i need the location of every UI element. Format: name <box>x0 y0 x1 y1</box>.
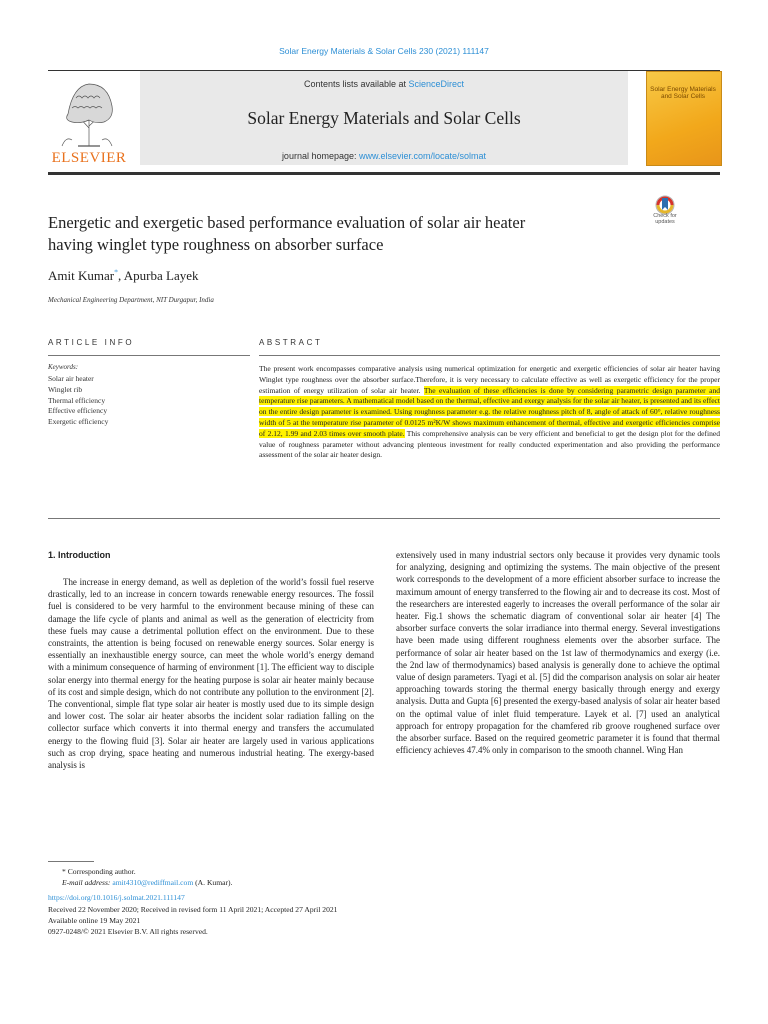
email-suffix: (A. Kumar). <box>193 878 233 888</box>
sciencedirect-link[interactable]: ScienceDirect <box>408 79 465 89</box>
introduction-paragraph: The increase in energy demand, as well as depletion of the world’s fossil fuel reserve drastically, led to an increase in concern towards renewable energy resources. The fossil fuel is considered to be very harmful to the environment because mining of these can damage the life cycle of plants and animal as well as the generation of electricity from these fuels may cause a detrimental pollution effect on the environment. Due to these constraints, the attention is being focused on renewable energy sources. Solar energy is essentially an inexhaustible energy source, can meet the whole world’s energy demand with a minimum consequence of harming of environment [1]. The efficient way to disciple solar energy into thermal energy for the heating purpose is solar air heater mainly because of its cost and simple design, which do not contribute any pollution to the environment [2]. The conventional, simple flat type solar air heater is mostly used due to its simple design and lower cost. The solar air heater absorbs the incident solar radiation falling on the collector surface which converts it into thermal energy and transfers the accumulated energy to the flowing fluid [3]. Solar air heater are largely used in various applications such as crop drying, space heating and numerous industrial heating. The exergy-based analysis is <box>48 577 374 771</box>
body-column-right <box>396 549 720 756</box>
article-title-line-2: having winglet type roughness on absorber surface <box>48 235 384 254</box>
body-column-left <box>48 576 374 771</box>
keyword-item: Winglet rib <box>48 384 83 394</box>
email-note <box>48 877 337 888</box>
abstract-bottom-rule <box>48 518 720 519</box>
footnote-mark: * <box>62 867 66 876</box>
check-for-updates-line-2: updates <box>655 219 675 225</box>
journal-citation[interactable]: Solar Energy Materials & Solar Cells 230 (2021) 111147 <box>279 46 489 56</box>
check-for-updates-label[interactable] <box>646 213 684 225</box>
section-heading-introduction: 1. Introduction <box>48 550 111 560</box>
article-info-rule <box>48 355 250 356</box>
publisher-name: ELSEVIER <box>51 150 127 166</box>
keyword-item: Exergetic efficiency <box>48 417 109 427</box>
doi-link[interactable]: https://doi.org/10.1016/j.solmat.2021.111147 <box>48 893 185 903</box>
copyright-notice: 0927-0248/© 2021 Elsevier B.V. All rights reserved. <box>48 927 208 937</box>
email-link[interactable]: amit4310@rediffmail.com <box>112 878 194 888</box>
abstract-body <box>259 364 720 461</box>
abstract-rule <box>259 355 720 356</box>
email-label: E-mail address: <box>62 878 111 888</box>
article-title-line-1: Energetic and exergetic based performance evaluation of solar air heater <box>48 213 526 232</box>
author-name[interactable]: Amit Kumar <box>48 268 115 283</box>
introduction-paragraph-continued: extensively used in many industrial sectors only because it provides very dynamic tools for analyzing, designing and optimizing the systems. The main objective of the present work corresponds to the development of a more efficient absorber surface to increase the maximum amount of energy transferred to the flowing air and to decrease its cost. Most of the researchers are interested eagerly to increases the overall performance of the solar air heater. Fig.1 shows the schematic diagram of conventional solar air heater [4] The absorber surface converts the solar irradiance into thermal energy. Several investigations have been made using different roughness elements over the absorber surface. The performance of solar air heater based on the 1st law of thermodynamics and exergy (i.e. the 2nd law of thermodynamics) based analysis is generally done to achieve the optimal value of design parameters. Tyagi et al. [5] did the comparison analysis on solar air heater approaching towards storing the thermal energy basically through energy and exergy analysis. Dutta and Gupta [6] presented the exergy-based analysis of solar air heater based on the optimal value of inlet fluid temperature. Layek et al. [7] used an analytical approach for entropy propagation for the chamfered rib groove roughened surface over the absorber surface. Based on the required geometric parameter it is found that thermal efficiency achieves 47.4% only in comparison to the smooth channel. Wing Han <box>396 550 720 756</box>
journal-cover-title: Solar Energy Materials and Solar Cells <box>650 86 716 100</box>
keyword-item: Thermal efficiency <box>48 395 106 405</box>
article-info-heading: ARTICLE INFO <box>48 338 135 347</box>
contents-prefix: Contents lists available at <box>303 79 409 89</box>
journal-homepage <box>140 151 628 161</box>
author-separator: , <box>117 268 124 283</box>
author-name[interactable]: Apurba Layek <box>123 268 199 283</box>
received-dates: Received 22 November 2020; Received in revised form 11 April 2021; Accepted 27 April 2021 <box>48 904 338 914</box>
header-bottom-rule <box>48 172 720 175</box>
journal-title: Solar Energy Materials and Solar Cells <box>247 108 521 128</box>
journal-homepage-link[interactable]: www.elsevier.com/locate/solmat <box>359 151 487 161</box>
contents-availability <box>140 79 628 89</box>
abstract-text-part-2: This comprehensive analysis can be very efficient and beneficial to get the design plot for the defined value of roughness parameter without advancing plenteous investment for really conducted experimentation and also providing the performance assessment of the solar air heater design. <box>259 428 720 460</box>
abstract-heading: ABSTRACT <box>259 338 323 347</box>
abstract-text-part-1: The present work encompasses comparative analysis using numerical optimization for energetic and exergetic efficiencies of solar air heater having Winglet type roughness over the absorber surface.Therefore, it is very necessary to calculate effective as well as exergetic efficiency for the proper estimation of energy utilization of solar air heater. <box>259 364 720 395</box>
article-title <box>48 212 638 256</box>
available-online-date: Available online 19 May 2021 <box>48 915 141 925</box>
author-affiliation: Mechanical Engineering Department, NIT Durgapur, India <box>48 296 214 304</box>
keywords-label: Keywords: <box>48 363 79 371</box>
corresponding-author-note: * Corresponding author. <box>62 867 136 876</box>
footnotes <box>48 866 337 937</box>
keyword-item: Effective efficiency <box>48 406 108 416</box>
author-list <box>48 268 199 284</box>
corresponding-author-mark[interactable]: * <box>114 267 118 277</box>
abstract-highlighted-text: The evaluation of these efficiencies is done by considering parametric design parameter and temperature rise parameters. A mathematical model based on the thermal, effective and exergy analysis for the solar air heater, is presented and its effect on the entire design parameter is examined. Using roughness parameter e.g. the relative roughness pitch of 8, angle of attack of 60°, relative roughness width of 5 at the temperature rise parameter of 0.0125 m²K/W shows maximum enhancement of thermal, effective and exergetic efficiencies comprise of 2.12, 1.99 and 2.03 times over smooth plate. <box>259 385 720 438</box>
homepage-prefix: journal homepage: <box>281 151 359 161</box>
keyword-item: Solar air heater <box>48 374 94 383</box>
check-for-updates-line-1: Check for <box>653 213 677 219</box>
footnote-rule <box>48 861 94 862</box>
keywords-list <box>48 374 108 428</box>
